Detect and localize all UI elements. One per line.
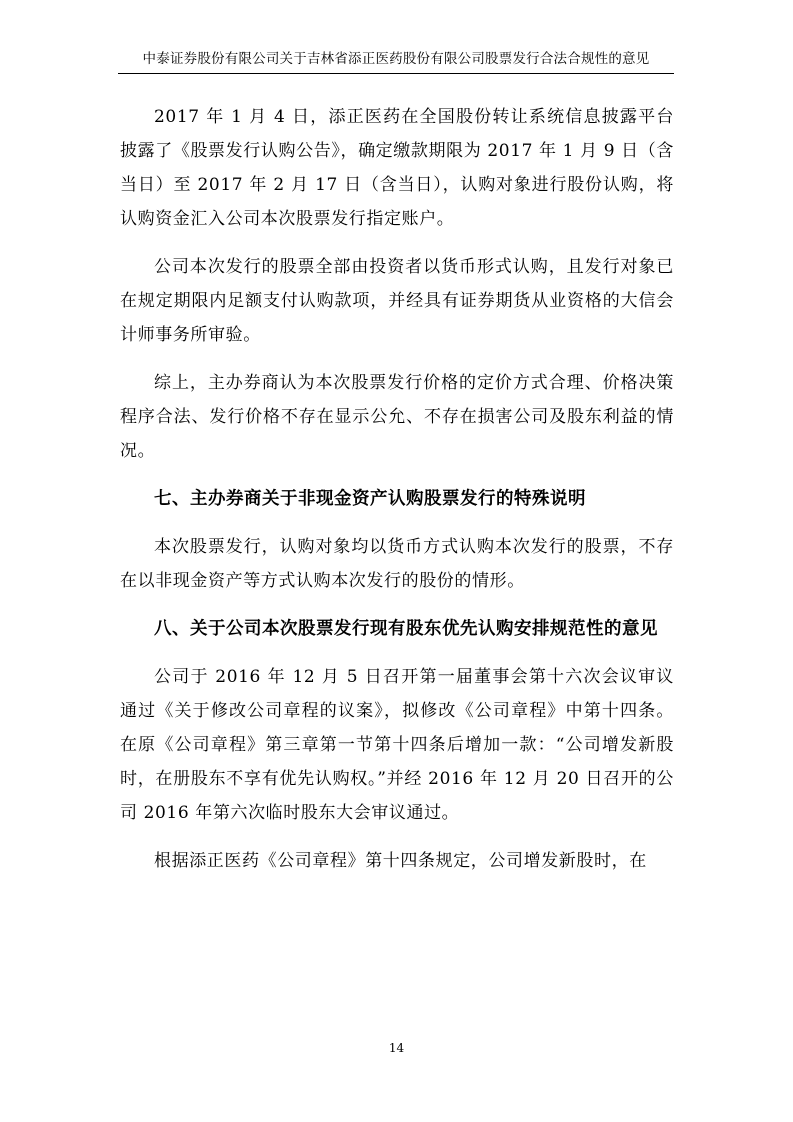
- section-8-heading: 八、关于公司本次股票发行现有股东优先认购安排规范性的意见: [154, 619, 658, 639]
- section-8-paragraph-1: 公司于 2016 年 12 月 5 日召开第一届董事会第十六次会议审议通过《关于修改公司章程的议案》，拟修改《公司章程》中第十四条。在原《公司章程》第三章第一节第十四条后增加一款：“公司增发新股时，在册股东不享有优先认购权。”并经 2016 年 12 月 20 日召开的公司 2016 年第六次临时股东大会审议通过。: [120, 667, 674, 823]
- section-7-heading: 七、主办券商关于非现金资产认购股票发行的特殊说明: [154, 489, 586, 509]
- paragraph-payment-period: 2017 年 1 月 4 日，添正医药在全国股份转让系统信息披露平台披露了《股票发行认购公告》，确定缴款期限为 2017 年 1 月 9 日（含当日）至 2017 年 2 月 17 日（含当日），认购对象进行股份认购，将认购资金汇入公司本次股票发行指定账户。: [120, 107, 674, 229]
- paragraph-cash-subscription: 公司本次发行的股票全部由投资者以货币形式认购，且发行对象已在规定期限内足额支付认购款项，并经具有证券期货从业资格的大信会计师事务所审验。: [120, 257, 674, 345]
- section-8-paragraph-2: 根据添正医药《公司章程》第十四条规定，公司增发新股时，在: [154, 851, 647, 871]
- running-header: 中泰证券股份有限公司关于吉林省添正医药股份有限公司股票发行合法合规性的意见: [142, 51, 650, 67]
- header-divider: [118, 73, 674, 74]
- paragraph-pricing-conclusion: 综上，主办券商认为本次股票发行价格的定价方式合理、价格决策程序合法、发行价格不存在显示公允、不存在损害公司及股东利益的情况。: [120, 373, 674, 461]
- document-body: [120, 100, 674, 892]
- page-number: 14: [388, 1041, 405, 1055]
- section-7-paragraph: 本次股票发行，认购对象均以货币方式认购本次发行的股票，不存在以非现金资产等方式认购本次发行的股份的情形。: [120, 537, 674, 591]
